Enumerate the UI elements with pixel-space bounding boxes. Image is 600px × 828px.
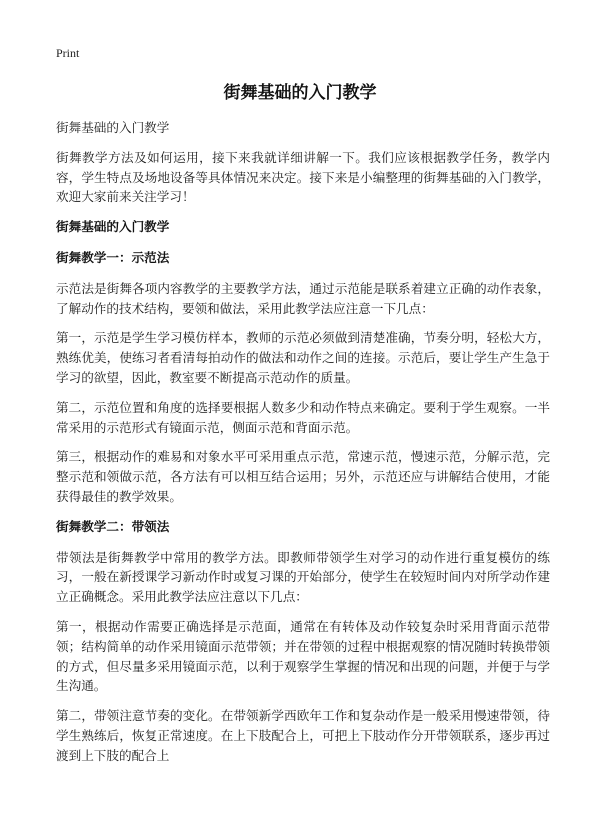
main-heading: 街舞基础的入门教学 xyxy=(56,219,170,235)
section-heading-leading: 街舞教学二：带领法 xyxy=(56,518,170,534)
article-body xyxy=(56,118,550,776)
print-link[interactable]: Print xyxy=(56,46,80,60)
paragraph: 第一，示范是学生学习模仿样本，教师的示范必须做到清楚准确，节奏分明，轻松大方，熟练优美，使练习者看清每拍动作的做法和动作之间的连接。示范后，要让学生产生急于学习的欲望，因此，教室要不断提高示范动作的质量。 xyxy=(56,330,550,385)
paragraph: 示范法是街舞各项内容教学的主要教学方法，通过示范能是联系着建立正确的动作表象，了解动作的技术结构，要领和做法，采用此教学法应注意一下几点： xyxy=(56,280,550,316)
intro-line: 街舞基础的入门教学 xyxy=(56,120,170,135)
paragraph: 第二，带领注意节奏的变化。在带领新学西欧年工作和复杂动作是一般采用慢速带领，待学生熟练后，恢复正常速度。在上下肢配合上，可把上下肢动作分开带领联系，逐步再过渡到上下肢的配合上 xyxy=(56,708,550,763)
paragraph: 第一，根据动作需要正确选择是示范面，通常在有转体及动作较复杂时采用背面示范带领；结构简单的动作采用镜面示范带领；并在带领的过程中根据观察的情况随时转换带领的方式，但尽量多采用镜面示范，以利于观察学生掌握的情况和出现的问题，并便于与学生沟通。 xyxy=(56,618,550,694)
paragraph: 带领法是街舞教学中常用的教学方法。即教师带领学生对学习的动作进行重复模仿的练习，一般在新授课学习新动作时或复习课的开始部分，使学生在较短时间内对所学动作建立正确概念。采用此教学法应注意以下几点： xyxy=(56,549,550,605)
intro-paragraph: 街舞教学方法及如何运用，接下来我就详细讲解一下。我们应该根据教学任务，教学内容，学生特点及场地设备等具体情况来决定。接下来是小编整理的街舞基础的入门教学，欢迎大家前来关注学习！ xyxy=(56,149,550,205)
paragraph: 第三，根据动作的难易和对象水平可采用重点示范，常速示范，慢速示范，分解示范，完整示范和领做示范，各方法有可以相互结合运用；另外，示范还应与讲解结合使用，才能获得最佳的教学效果。 xyxy=(56,449,550,504)
paragraph: 第二，示范位置和角度的选择要根据人数多少和动作特点来确定。要利于学生观察。一半常采用的示范形式有镜面示范，侧面示范和背面示范。 xyxy=(56,399,550,435)
section-heading-demonstration: 街舞教学一：示范法 xyxy=(56,249,170,265)
page-title: 街舞基础的入门教学 xyxy=(223,83,377,103)
